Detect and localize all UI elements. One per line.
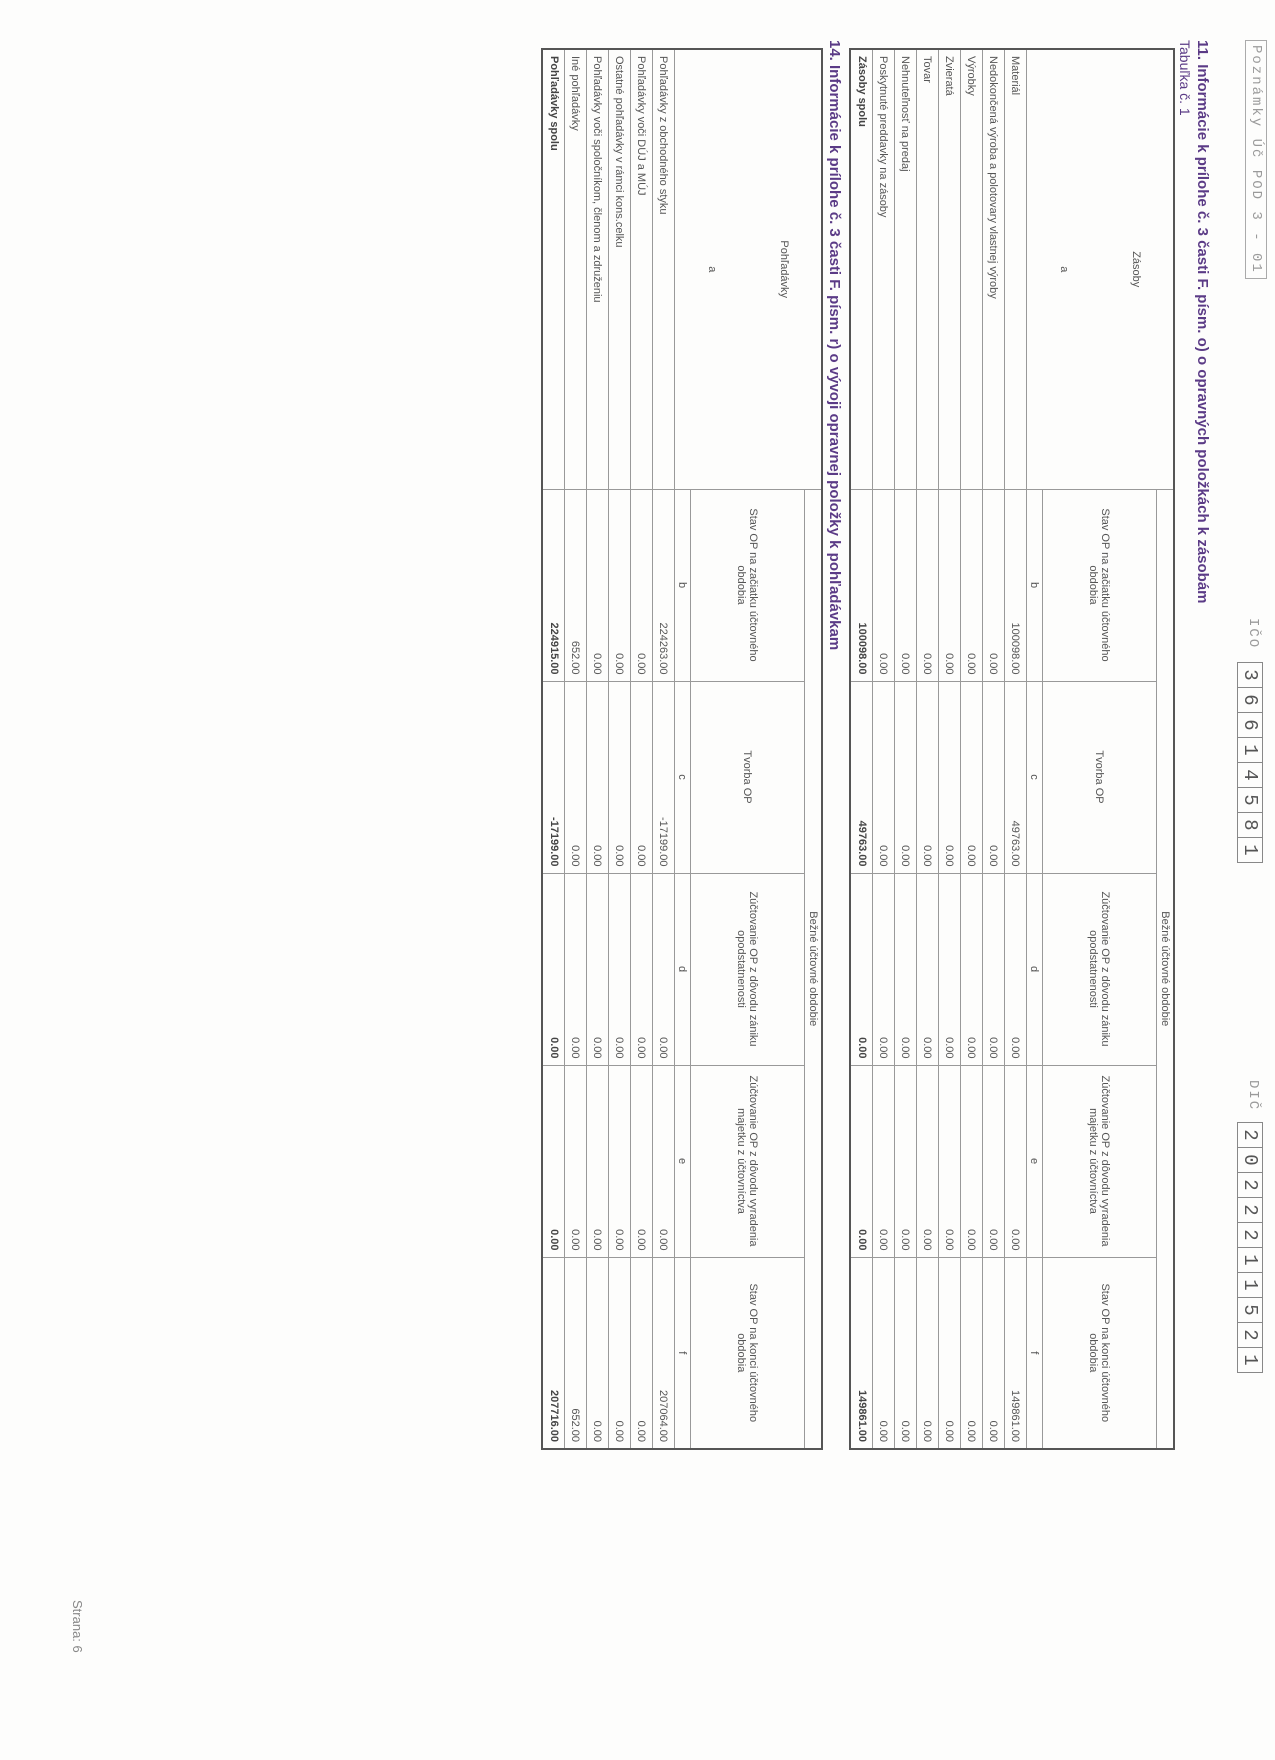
col-header-release-reason: Zúčtovanie OP z dôvodu zániku opodstatnenosti (691, 873, 805, 1065)
digit-cell: 2 (1238, 1222, 1262, 1247)
cell-value-f: 0.00 (873, 1257, 895, 1449)
col-letter-a: a (1058, 266, 1070, 273)
cell-value-f: 0.00 (939, 1257, 961, 1449)
page-number: Strana: 6 (70, 1600, 85, 1653)
table-total-row (851, 49, 873, 1449)
col-letter-d: d (675, 873, 691, 1065)
row-label: Nedokončená výroba a polotovary vlastnej výroby (983, 49, 1005, 489)
row-label: Zvieratá (939, 49, 961, 489)
cell-value-f: 0.00 (961, 1257, 983, 1449)
table-row (983, 49, 1005, 1449)
cell-value-e: 0.00 (1005, 1065, 1027, 1257)
digit-cell: 1 (1238, 1347, 1262, 1372)
cell-value-d: 0.00 (631, 873, 653, 1065)
cell-value-c: 49763.00 (851, 681, 873, 873)
row-label: Pohľadávky z obchodného styku (653, 49, 675, 489)
cell-value-b: 652.00 (565, 489, 587, 681)
cell-value-c: -17199.00 (653, 681, 675, 873)
cell-value-b: 0.00 (609, 489, 631, 681)
cell-value-f: 207064.00 (653, 1257, 675, 1449)
cell-value-d: 0.00 (873, 873, 895, 1065)
digit-cell: 4 (1238, 762, 1262, 787)
cell-value-e: 0.00 (543, 1065, 565, 1257)
col-letter-b: b (675, 489, 691, 681)
cell-value-d: 0.00 (609, 873, 631, 1065)
cell-value-e: 0.00 (939, 1065, 961, 1257)
digit-cell: 6 (1238, 712, 1262, 737)
digit-cell: 5 (1238, 787, 1262, 812)
inventory-allowances-table (850, 48, 1176, 1450)
digit-cell: 1 (1238, 1272, 1262, 1297)
col-letter-b: b (1027, 489, 1043, 681)
row-label: Pohľadávky voči spoločníkom, členom a združeniu (587, 49, 609, 489)
cell-value-d: 0.00 (961, 873, 983, 1065)
row-label: Výrobky (961, 49, 983, 489)
col-letter-f: f (675, 1257, 691, 1449)
cell-value-e: 0.00 (587, 1065, 609, 1257)
cell-value-e: 0.00 (565, 1065, 587, 1257)
cell-value-c: 49763.00 (1005, 681, 1027, 873)
row-label: Ostatné pohľadávky v rámci kons.celku (609, 49, 631, 489)
cell-value-c: 0.00 (565, 681, 587, 873)
cell-value-f: 0.00 (631, 1257, 653, 1449)
cell-value-f: 0.00 (983, 1257, 1005, 1449)
cell-value-b: 0.00 (631, 489, 653, 681)
dic-label: DIČ (1245, 1080, 1261, 1112)
cell-value-f: 0.00 (895, 1257, 917, 1449)
section-11-subtitle: Tabuľka č. 1 (1177, 40, 1193, 116)
col-header-closing: Stav OP na konci účtovného obdobia (691, 1257, 805, 1449)
digit-cell: 8 (1238, 812, 1262, 837)
row-label: Iné pohľadávky (565, 49, 587, 489)
cell-value-d: 0.00 (939, 873, 961, 1065)
cell-value-e: 0.00 (873, 1065, 895, 1257)
cell-value-f: 0.00 (587, 1257, 609, 1449)
cell-value-c: 0.00 (961, 681, 983, 873)
cell-value-b: 224915.00 (543, 489, 565, 681)
col-header-opening: Stav OP na začiatku účtovného obdobia (1043, 489, 1157, 681)
row-label: Pohľadávky spolu (543, 49, 565, 489)
dic-number-boxes (1237, 1122, 1263, 1373)
table-total-row (543, 49, 565, 1449)
section-11-title: 11. Informácie k prílohe č. 3 časti F. písm. o) o opravných položkách k zásobám (1194, 40, 1211, 604)
cell-value-b: 100098.00 (851, 489, 873, 681)
table-row (565, 49, 587, 1449)
form-code: Poznámky Úč POD 3 - 01 (1245, 40, 1267, 279)
cell-value-d: 0.00 (1005, 873, 1027, 1065)
cell-value-f: 652.00 (565, 1257, 587, 1449)
cell-value-d: 0.00 (895, 873, 917, 1065)
cell-value-e: 0.00 (631, 1065, 653, 1257)
current-period-header: Bežné účtovné obdobie (805, 489, 823, 1449)
cell-value-d: 0.00 (917, 873, 939, 1065)
table-row (631, 49, 653, 1449)
col-header-inventory-label: Zásoby (1130, 251, 1142, 288)
section-14-title: 14. Informácie k prílohe č. 3 časti F. písm. r) o vývoji opravnej položky k pohľadávkam (826, 40, 843, 651)
digit-cell: 2 (1238, 1172, 1262, 1197)
cell-value-e: 0.00 (653, 1065, 675, 1257)
cell-value-f: 207716.00 (543, 1257, 565, 1449)
cell-value-d: 0.00 (543, 873, 565, 1065)
cell-value-b: 0.00 (939, 489, 961, 681)
row-label: Tovar (917, 49, 939, 489)
digit-cell: 1 (1238, 837, 1262, 862)
cell-value-f: 0.00 (917, 1257, 939, 1449)
table-row (1005, 49, 1027, 1449)
table-row (917, 49, 939, 1449)
receivables-allowances-table (542, 48, 824, 1450)
col-header-closing: Stav OP na konci účtovného obdobia (1043, 1257, 1157, 1449)
table-row (609, 49, 631, 1449)
col-header-inventory (1027, 49, 1175, 489)
table-row (895, 49, 917, 1449)
col-letter-f: f (1027, 1257, 1043, 1449)
col-letter-e: e (1027, 1065, 1043, 1257)
col-header-release-disposal: Zúčtovanie OP z dôvodu vyradenia majetku z účtovníctva (1043, 1065, 1157, 1257)
cell-value-d: 0.00 (851, 873, 873, 1065)
cell-value-b: 0.00 (961, 489, 983, 681)
col-letter-c: c (675, 681, 691, 873)
col-header-creation: Tvorba OP (1043, 681, 1157, 873)
cell-value-e: 0.00 (961, 1065, 983, 1257)
cell-value-c: 0.00 (609, 681, 631, 873)
ico-number-boxes (1237, 662, 1263, 863)
col-letter-d: d (1027, 873, 1043, 1065)
cell-value-f: 0.00 (609, 1257, 631, 1449)
cell-value-e: 0.00 (609, 1065, 631, 1257)
cell-value-f: 149861.00 (1005, 1257, 1027, 1449)
row-label: Poskytnuté preddavky na zásoby (873, 49, 895, 489)
cell-value-f: 149861.00 (851, 1257, 873, 1449)
cell-value-b: 0.00 (917, 489, 939, 681)
digit-cell: 2 (1239, 1129, 1261, 1141)
table-row (873, 49, 895, 1449)
digit-cell: 0 (1238, 1147, 1262, 1172)
cell-value-b: 0.00 (873, 489, 895, 681)
cell-value-d: 0.00 (587, 873, 609, 1065)
row-label: Zásoby spolu (851, 49, 873, 489)
col-letter-e: e (675, 1065, 691, 1257)
cell-value-c: 0.00 (939, 681, 961, 873)
cell-value-c: -17199.00 (543, 681, 565, 873)
table-row (961, 49, 983, 1449)
digit-cell: 6 (1238, 687, 1262, 712)
col-letter-a: a (706, 266, 718, 273)
cell-value-d: 0.00 (653, 873, 675, 1065)
table-row (587, 49, 609, 1449)
digit-cell: 1 (1238, 737, 1262, 762)
cell-value-b: 0.00 (895, 489, 917, 681)
col-header-opening: Stav OP na začiatku účtovného obdobia (691, 489, 805, 681)
cell-value-c: 0.00 (983, 681, 1005, 873)
table-row (653, 49, 675, 1449)
cell-value-e: 0.00 (895, 1065, 917, 1257)
cell-value-c: 0.00 (873, 681, 895, 873)
cell-value-c: 0.00 (917, 681, 939, 873)
col-header-release-disposal: Zúčtovanie OP z dôvodu vyradenia majetku z účtovníctva (691, 1065, 805, 1257)
col-header-creation: Tvorba OP (691, 681, 805, 873)
cell-value-c: 0.00 (895, 681, 917, 873)
cell-value-c: 0.00 (587, 681, 609, 873)
cell-value-e: 0.00 (983, 1065, 1005, 1257)
current-period-header: Bežné účtovné obdobie (1157, 489, 1175, 1449)
digit-cell: 1 (1238, 1247, 1262, 1272)
col-header-receivables (675, 49, 823, 489)
digit-cell: 5 (1238, 1297, 1262, 1322)
cell-value-b: 0.00 (587, 489, 609, 681)
table-row (939, 49, 961, 1449)
col-header-receivables-label: Pohľadávky (778, 240, 790, 299)
cell-value-b: 100098.00 (1005, 489, 1027, 681)
cell-value-d: 0.00 (983, 873, 1005, 1065)
row-label: Nehnuteľnosť na predaj (895, 49, 917, 489)
cell-value-d: 0.00 (565, 873, 587, 1065)
col-letter-c: c (1027, 681, 1043, 873)
cell-value-b: 0.00 (983, 489, 1005, 681)
cell-value-e: 0.00 (851, 1065, 873, 1257)
cell-value-e: 0.00 (917, 1065, 939, 1257)
digit-cell: 2 (1238, 1197, 1262, 1222)
row-label: Pohľadávky voči DÚJ a MÚJ (631, 49, 653, 489)
row-label: Materiál (1005, 49, 1027, 489)
cell-value-b: 224263.00 (653, 489, 675, 681)
ico-label: IČO (1245, 618, 1261, 650)
cell-value-c: 0.00 (631, 681, 653, 873)
col-header-release-reason: Zúčtovanie OP z dôvodu zániku opodstatnenosti (1043, 873, 1157, 1065)
digit-cell: 3 (1239, 669, 1261, 681)
digit-cell: 2 (1238, 1322, 1262, 1347)
